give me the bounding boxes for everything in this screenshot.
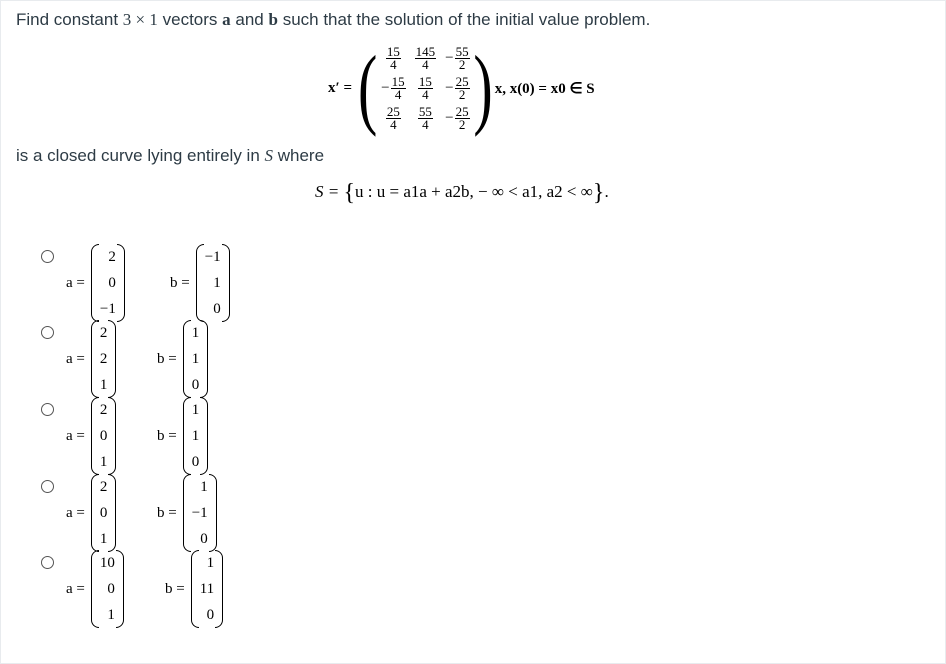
matrix-entry bbox=[386, 103, 401, 132]
column-vector bbox=[66, 320, 116, 398]
option-radio-4[interactable] bbox=[41, 480, 54, 493]
vector-parens bbox=[183, 320, 209, 398]
vector-component: −1 bbox=[191, 505, 208, 521]
vector-component: 1 bbox=[99, 531, 108, 547]
matrix-entry-sign: − bbox=[445, 49, 454, 66]
vector-component: 1 bbox=[206, 555, 215, 571]
column-vector bbox=[157, 474, 217, 552]
option-radio-1[interactable] bbox=[41, 250, 54, 263]
vector-parens bbox=[91, 244, 125, 322]
fraction-denominator: 4 bbox=[422, 86, 429, 102]
vector-parens bbox=[191, 550, 223, 628]
column-vector bbox=[66, 474, 116, 552]
vector-component: 0 bbox=[107, 581, 115, 597]
vector-parens bbox=[91, 474, 117, 552]
equation-lhs: x′ = bbox=[328, 79, 353, 96]
matrix-entry-sign: − bbox=[445, 109, 454, 126]
column-vector bbox=[66, 397, 116, 475]
set-definition: S = {u : u = a1a + a2b, − ∞ < a1, a2 < ∞}. bbox=[315, 180, 609, 206]
vector-component: 1 bbox=[200, 479, 208, 495]
fraction-denominator: 4 bbox=[390, 56, 397, 72]
column-vector bbox=[66, 550, 124, 628]
ivp-equation bbox=[328, 36, 595, 138]
vector-label: a = bbox=[66, 274, 85, 291]
vector-parens bbox=[91, 320, 117, 398]
question-text: Find constant 3 × 1 vectors a and b such that the solution of the initial value problem. bbox=[16, 10, 651, 29]
vector-component: 0 bbox=[191, 377, 200, 393]
vector-label: b = bbox=[165, 580, 185, 597]
vector-component: 0 bbox=[99, 428, 108, 444]
vector-label: a = bbox=[66, 350, 85, 367]
column-vector bbox=[165, 550, 223, 628]
column-vector bbox=[66, 244, 125, 322]
fraction-denominator: 2 bbox=[458, 56, 466, 72]
vector-label: b = bbox=[157, 427, 177, 444]
matrix-entry bbox=[445, 103, 469, 132]
vector-component: 1 bbox=[99, 377, 108, 393]
matrix-entry bbox=[415, 43, 437, 72]
fraction-numerator: 15 bbox=[418, 73, 432, 89]
vector-component: 1 bbox=[191, 402, 200, 418]
fraction-numerator: 15 bbox=[391, 73, 405, 89]
fraction-denominator: 2 bbox=[458, 116, 466, 132]
matrix-entry-fraction bbox=[418, 103, 433, 132]
vector-component: 2 bbox=[108, 249, 116, 265]
matrix-entry-fraction bbox=[386, 103, 401, 132]
vector-label: a = bbox=[66, 427, 85, 444]
matrix-entry bbox=[418, 103, 433, 132]
matrix-entry bbox=[386, 43, 401, 72]
vector-component: 0 bbox=[99, 505, 108, 521]
vector-label: b = bbox=[157, 350, 177, 367]
fraction-numerator: 55 bbox=[418, 103, 432, 119]
vector-component: 0 bbox=[206, 607, 215, 623]
option-radio-5[interactable] bbox=[41, 556, 54, 569]
vector-component: 0 bbox=[213, 301, 221, 317]
equation-rhs: x, x(0) = x0 ∈ S bbox=[494, 80, 595, 97]
vector-label: b = bbox=[170, 274, 190, 291]
vector-label: a = bbox=[66, 580, 85, 597]
vector-component: 1 bbox=[213, 275, 221, 291]
matrix-entry bbox=[381, 73, 405, 102]
vector-component: 0 bbox=[108, 275, 116, 291]
option-radio-3[interactable] bbox=[41, 403, 54, 416]
fraction-numerator: 25 bbox=[455, 73, 469, 89]
column-vector bbox=[157, 397, 208, 475]
vector-component: 2 bbox=[99, 325, 108, 341]
vector-component: 2 bbox=[99, 479, 108, 495]
fraction-numerator: 55 bbox=[455, 43, 469, 59]
fraction-denominator: 4 bbox=[422, 116, 429, 132]
matrix-left-paren: ( bbox=[358, 36, 378, 138]
vector-component: 0 bbox=[191, 454, 200, 470]
matrix-entry-sign: − bbox=[445, 79, 454, 96]
vector-parens bbox=[91, 550, 124, 628]
fraction-denominator: 4 bbox=[422, 56, 429, 72]
vector-label: a = bbox=[66, 504, 85, 521]
vector-component: 10 bbox=[99, 555, 115, 571]
fraction-numerator: 145 bbox=[415, 43, 436, 59]
option-radio-2[interactable] bbox=[41, 326, 54, 339]
matrix-entry bbox=[445, 43, 469, 72]
vector-component: −1 bbox=[204, 249, 221, 265]
vector-component: 1 bbox=[191, 351, 200, 367]
fraction-denominator: 2 bbox=[458, 86, 466, 102]
vector-parens bbox=[91, 397, 117, 475]
vector-parens bbox=[183, 474, 217, 552]
matrix-entry-fraction bbox=[455, 73, 470, 102]
matrix-entry-fraction bbox=[418, 73, 433, 102]
fraction-denominator: 4 bbox=[390, 116, 397, 132]
vector-component: 0 bbox=[200, 531, 208, 547]
fraction-denominator: 4 bbox=[394, 86, 402, 102]
vector-component: −1 bbox=[99, 301, 116, 317]
matrix-entry-fraction bbox=[415, 43, 437, 72]
vector-component: 1 bbox=[99, 454, 108, 470]
matrix-entry-fraction bbox=[391, 73, 406, 102]
fraction-numerator: 15 bbox=[386, 43, 400, 59]
matrix-right-paren: ) bbox=[473, 36, 493, 138]
vector-parens bbox=[196, 244, 230, 322]
vector-component: 11 bbox=[199, 581, 215, 597]
matrix-entry bbox=[445, 73, 469, 102]
matrix-entry-fraction bbox=[386, 43, 401, 72]
column-vector bbox=[170, 244, 230, 322]
vector-component: 2 bbox=[99, 351, 108, 367]
matrix-entry-fraction bbox=[455, 103, 470, 132]
vector-parens bbox=[183, 397, 209, 475]
matrix-entry bbox=[418, 73, 433, 102]
fraction-numerator: 25 bbox=[386, 103, 400, 119]
question-text-2: is a closed curve lying entirely in S where bbox=[16, 146, 325, 165]
matrix-entry-sign: − bbox=[381, 79, 390, 96]
matrix-entry-fraction bbox=[455, 43, 470, 72]
vector-component: 2 bbox=[99, 402, 108, 418]
column-vector bbox=[157, 320, 208, 398]
vector-component: 1 bbox=[191, 428, 200, 444]
fraction-numerator: 25 bbox=[455, 103, 469, 119]
vector-label: b = bbox=[157, 504, 177, 521]
vector-component: 1 bbox=[191, 325, 200, 341]
coefficient-matrix bbox=[377, 43, 473, 133]
vector-component: 1 bbox=[107, 607, 115, 623]
